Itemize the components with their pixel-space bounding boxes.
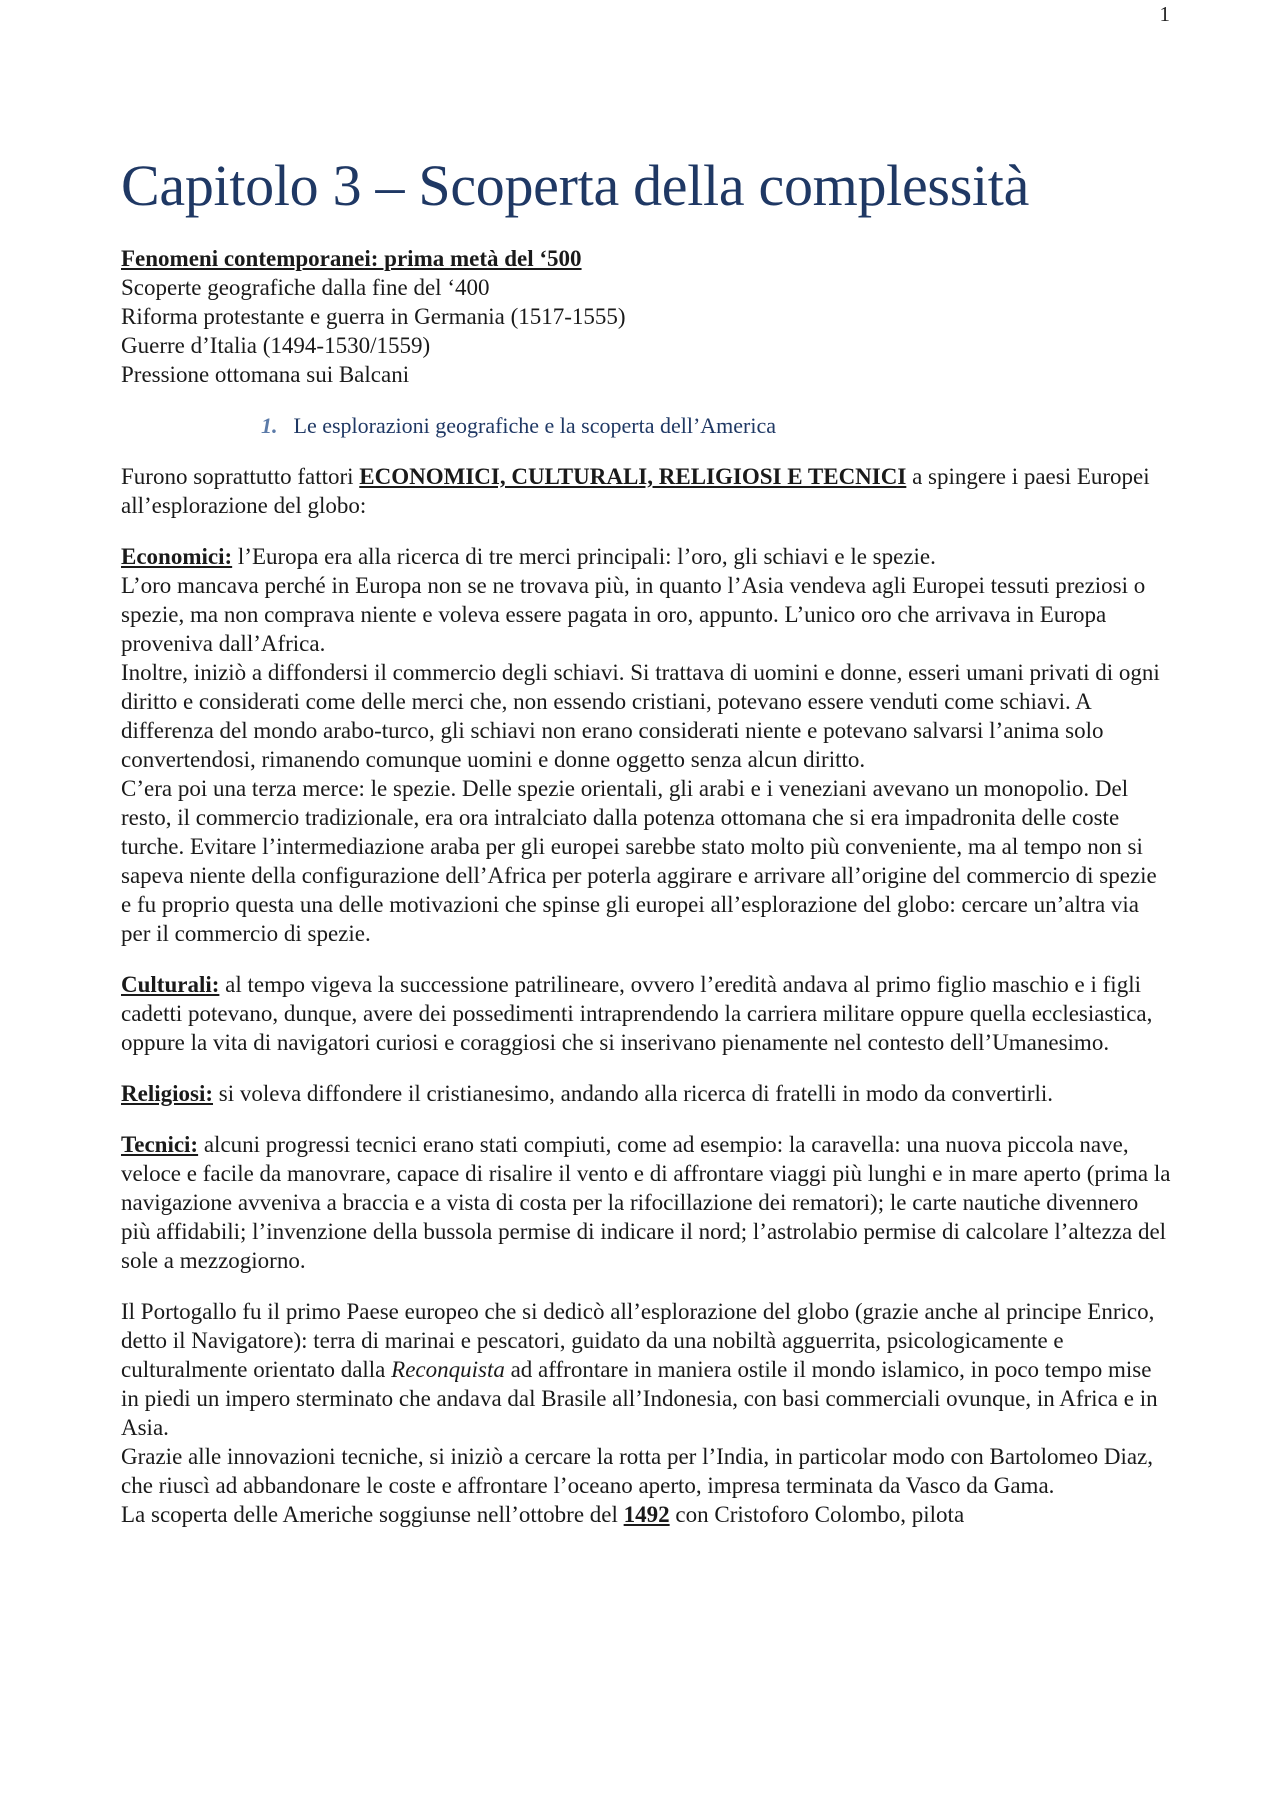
text-run: La scoperta delle Americhe soggiunse nell’ottobre del (121, 1502, 624, 1527)
chapter-title: Capitolo 3 – Scoperta della complessità (121, 153, 1030, 218)
text-run: al tempo vigeva la successione patrilineare, ovvero l’eredità andava al primo figlio maschio e i figli cadetti potevano, dunque, avere dei possedimenti intraprendendo la carriera militare oppure quella ecclesiastica, oppure la vita di navigatori curiosi e coraggiosi che si inserivano pienamente nel contesto dell’Umanesimo. (121, 972, 1153, 1055)
text-run: alcuni progressi tecnici erano stati compiuti, come ad esempio: la caravella: una nuova piccola nave, veloce e facile da manovrare, capace di risalire il vento e di affrontare viaggi più lunghi e in mare aperto (prima la navigazione avveniva a braccia e a vista di costa per la rifocillazione dei rematori); le carte nautiche divennero più affidabili; l’invenzione della bussola permise di indicare il nord; l’astrolabio permise di calcolare l’altezza del sole a mezzogiorno. (121, 1132, 1171, 1273)
paragraph-economici-schiavi: Inoltre, iniziò a diffondersi il commercio degli schiavi. Si trattava di uomini e donne, esseri umani privati di ogni diritto e considerati come delle merci che, non essendo cristiani, potevano essere venduti come schiavi. A differenza del mondo arabo-turco, gli schiavi non erano considerati niente e potevano salvarsi l’anima solo convertendosi, rimanendo comunque uomini e donne oggetto senza alcun diritto. (121, 660, 1160, 772)
paragraph-factors (121, 462, 1171, 520)
text-run: l’Europa era alla ricerca di tre merci principali: l’oro, gli schiavi e le spezie. (232, 544, 936, 569)
text-run: con Cristoforo Colombo, pilota (669, 1502, 965, 1527)
text-run: Furono soprattutto fattori (121, 464, 360, 489)
economici-label: Economici: (121, 544, 233, 569)
section-label: Le esplorazioni geografiche e la scoperta dell’America (293, 413, 777, 438)
paragraph-americhe (121, 1500, 1171, 1529)
paragraph-religiosi (121, 1079, 1171, 1108)
factors-keyword: ECONOMICI, CULTURALI, RELIGIOSI E TECNICI (359, 464, 907, 489)
intro-line: Scoperte geografiche dalla fine del ‘400 (121, 275, 490, 300)
paragraph-culturali (121, 970, 1171, 1057)
paragraph-economici (121, 542, 1171, 571)
section-number: 1. (261, 413, 278, 438)
text-run: ad affrontare in maniera ostile il mondo islamico, in poco tempo mise in piedi un impero sterminato che andava dal Brasile all’Indonesia, con basi commerciali ovunque, in Africa e in Asia. (121, 1357, 1158, 1440)
paragraph-portogallo (121, 1297, 1171, 1442)
tecnici-label: Tecnici: (121, 1132, 199, 1157)
paragraph-economici-oro: L’oro mancava perché in Europa non se ne trovava più, in quanto l’Asia vendeva agli Europei tessuti preziosi o spezie, ma non comprava niente e voleva essere pagata in oro, appunto. L’unico oro che arrivava in Europa proveniva dall’Africa. (121, 573, 1146, 656)
year-1492: 1492 (623, 1502, 670, 1527)
intro-block (121, 244, 1171, 389)
text-run: si voleva diffondere il cristianesimo, andando alla ricerca di fratelli in modo da convertirli. (213, 1081, 1054, 1106)
paragraph-economici-spezie: C’era poi una terza merce: le spezie. Delle spezie orientali, gli arabi e i veneziani avevano un monopolio. Del resto, il commercio tradizionale, era ora intralciato dalla potenza ottomana che si era impadronita delle coste turche. Evitare l’intermediazione araba per gli europei sarebbe stato molto più conveniente, ma al tempo non si sapeva niente della configurazione dell’Africa per poterla aggirare e arrivare all’origine del commercio di spezie e fu proprio questa una delle motivazioni che spinse gli europei all’esplorazione del globo: cercare un’altra via per il commercio di spezie. (121, 776, 1157, 946)
intro-line: Guerre d’Italia (1494-1530/1559) (121, 333, 431, 358)
section-heading (261, 411, 1171, 440)
religiosi-label: Religiosi: (121, 1081, 213, 1106)
page-number: 1 (1159, 2, 1170, 26)
text-run: a spingere i paesi Europei all’esplorazione del globo: (121, 464, 1150, 518)
paragraph-tecnici (121, 1130, 1171, 1275)
document-body (121, 150, 1171, 1529)
intro-line: Riforma protestante e guerra in Germania (1517-1555) (121, 304, 626, 329)
intro-subtitle: Fenomeni contemporanei: prima metà del ‘500 (121, 246, 582, 271)
culturali-label: Culturali: (121, 972, 220, 997)
paragraph-rotta-india: Grazie alle innovazioni tecniche, si iniziò a cercare la rotta per l’India, in particolar modo con Bartolomeo Diaz, che riuscì ad abbandonare le coste e affrontare l’oceano aperto, impresa terminata da Vasco da Gama. (121, 1444, 1154, 1498)
intro-line: Pressione ottomana sui Balcani (121, 362, 410, 387)
reconquista-term: Reconquista (391, 1357, 505, 1382)
text-run: Il Portogallo fu il primo Paese europeo che si dedicò all’esplorazione del globo (grazie anche al principe Enrico, detto il Navigatore): terra di marinai e pescatori, guidato da una nobiltà agguerrita, psicologicamente e culturalmente orientato dalla (121, 1299, 1155, 1382)
